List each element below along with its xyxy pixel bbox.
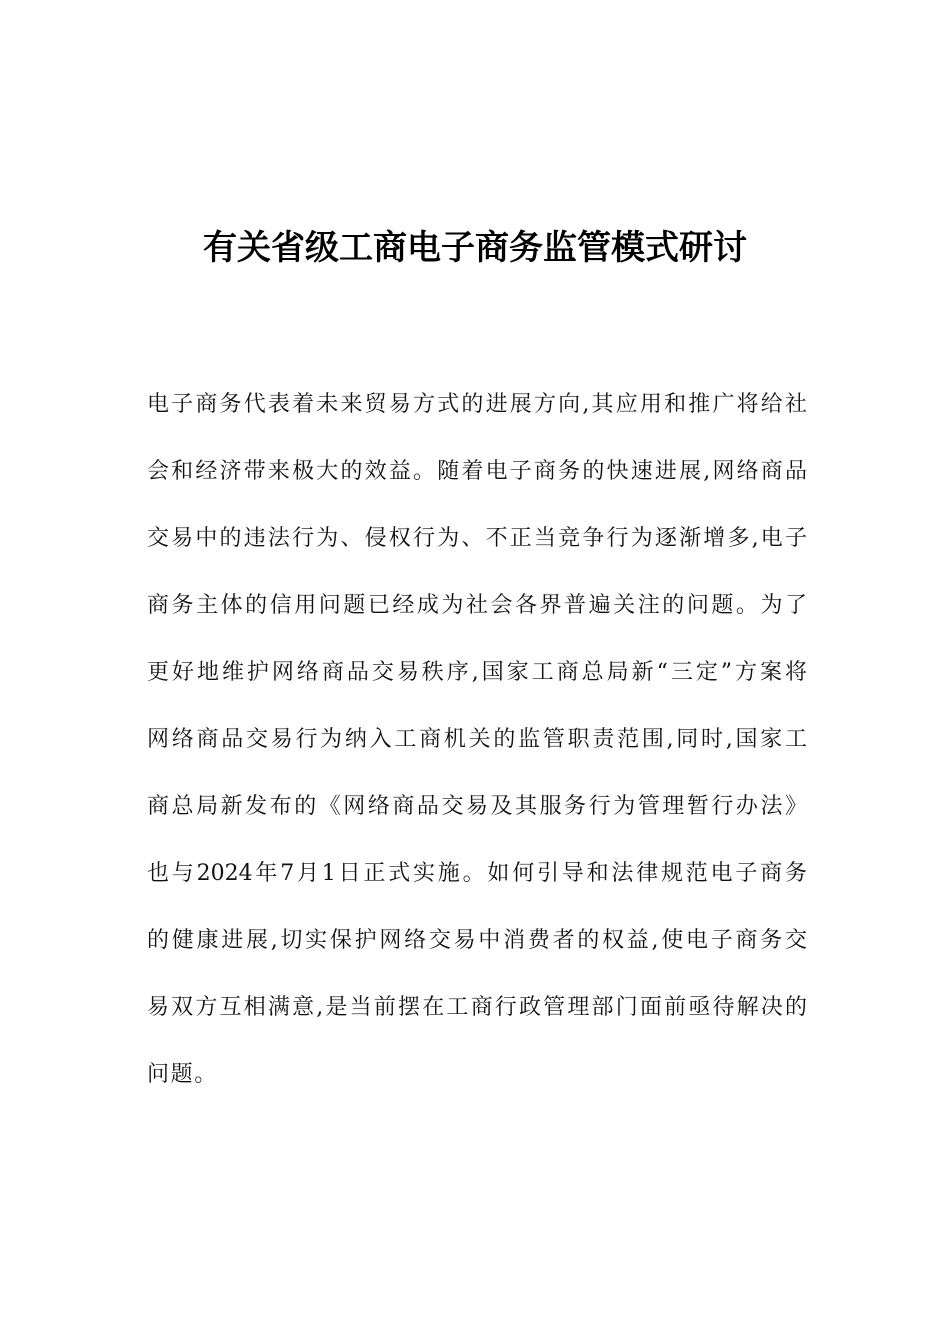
- paragraph-line: 的健康进展,切实保护网络交易中消费者的权益,使电子商务交: [147, 928, 807, 953]
- paragraph-line: 易双方互相满意,是当前摆在工商行政管理部门面前亟待解决的: [147, 995, 807, 1020]
- paragraph-line: 网络商品交易行为纳入工商机关的监管职责范围,同时,国家工: [147, 727, 807, 752]
- paragraph-line: 更好地维护网络商品交易秩序,国家工商总局新“三定”方案将: [147, 660, 807, 685]
- paragraph-line: 会和经济带来极大的效益。随着电子商务的快速进展,网络商品: [147, 459, 807, 484]
- paragraph-line: 商务主体的信用问题已经成为社会各界普遍关注的问题。为了: [147, 593, 807, 618]
- body-paragraph: [147, 382, 807, 1119]
- paragraph-line: 电子商务代表着未来贸易方式的进展方向,其应用和推广将给社: [147, 392, 807, 417]
- paragraph-line: 商总局新发布的《网络商品交易及其服务行为管理暂行办法》: [147, 794, 807, 819]
- paragraph-line-last: 问题。: [147, 1062, 218, 1087]
- document-title: 有关省级工商电子商务监管模式研讨: [203, 228, 747, 268]
- paragraph-line: 交易中的违法行为、侵权行为、不正当竞争行为逐渐增多,电子: [147, 526, 807, 551]
- paragraph-line: 也与2024年7月1日正式实施。如何引导和法律规范电子商务: [147, 861, 807, 886]
